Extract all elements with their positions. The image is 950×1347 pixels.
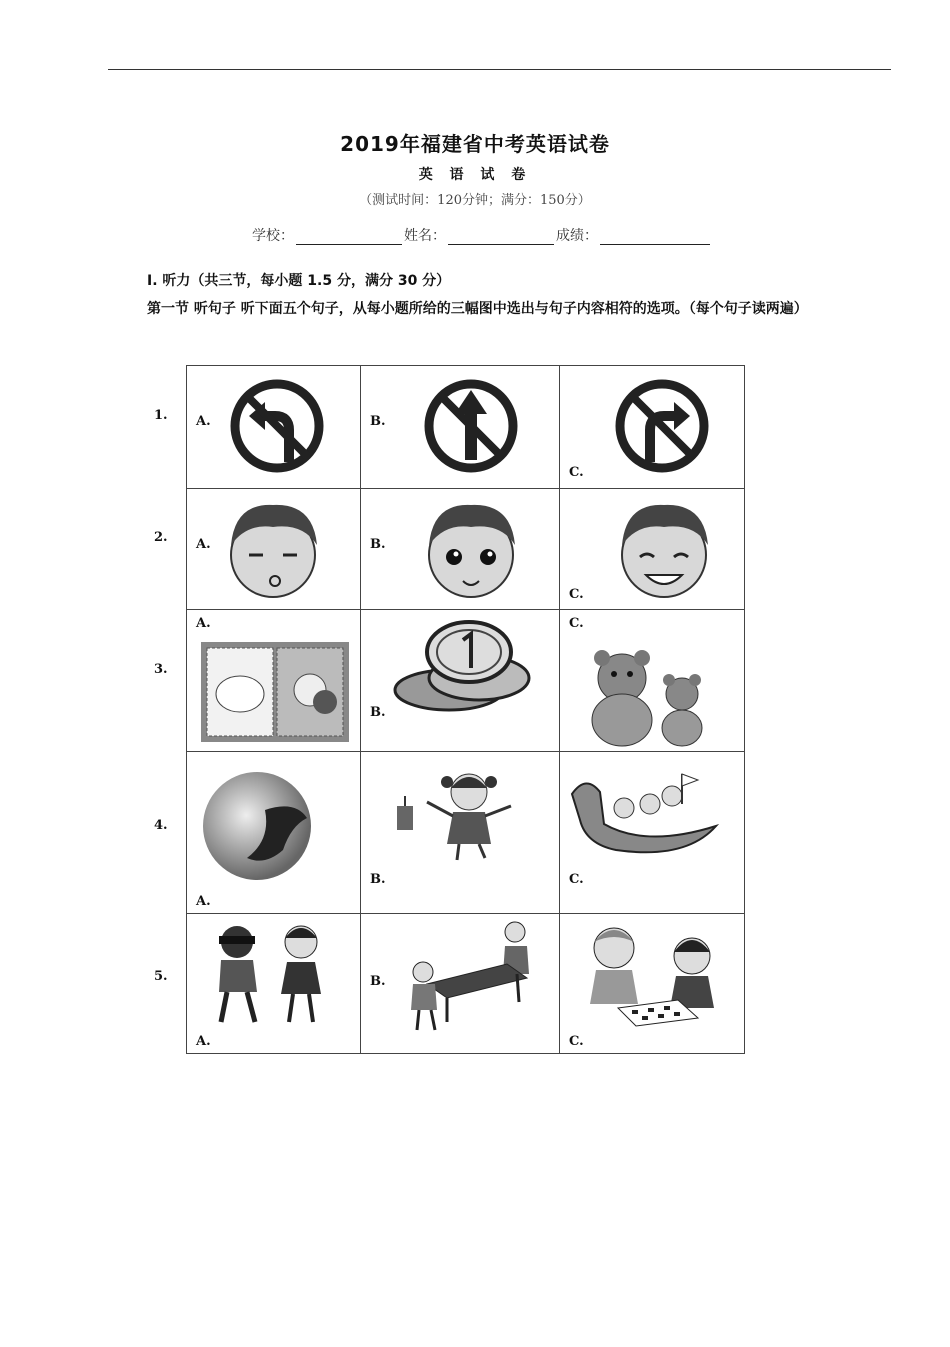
name-label: 姓名： bbox=[404, 228, 446, 244]
option-label: A. bbox=[196, 894, 211, 909]
boy-face-sleepy-icon bbox=[213, 493, 333, 605]
boy-face-surprised-icon bbox=[411, 493, 531, 605]
question-number: 2. bbox=[154, 530, 168, 545]
option-label: C. bbox=[569, 465, 584, 480]
option-cell[interactable] bbox=[154, 489, 361, 610]
question-number: 4. bbox=[154, 818, 168, 833]
question-row-2 bbox=[187, 489, 745, 610]
option-label: B. bbox=[370, 974, 386, 989]
no-straight-sign-icon bbox=[411, 370, 551, 482]
option-cell[interactable] bbox=[560, 489, 745, 610]
option-label: C. bbox=[569, 587, 584, 602]
option-label: A. bbox=[196, 616, 211, 631]
question-number: 3. bbox=[154, 662, 168, 677]
section-instruction: 第一节 听句子 听下面五个句子，从每小题所给的三幅图中选出与句子内容相符的选项。（每个句子读两遍） bbox=[147, 301, 808, 317]
student-info bbox=[252, 225, 712, 245]
header-rule bbox=[108, 69, 891, 70]
option-cell[interactable] bbox=[560, 752, 745, 914]
boy-face-smiling-icon bbox=[604, 493, 724, 605]
question-row-1 bbox=[187, 366, 745, 489]
school-label: 学校： bbox=[252, 228, 294, 244]
school-blank[interactable] bbox=[296, 229, 402, 245]
question-number: 1. bbox=[154, 408, 168, 423]
option-label: B. bbox=[370, 872, 386, 887]
question-row-4 bbox=[187, 752, 745, 914]
option-label: C. bbox=[569, 616, 584, 631]
pig-year-stamps-icon bbox=[201, 642, 349, 742]
blindfold-game-icon bbox=[197, 918, 347, 1030]
option-cell[interactable] bbox=[560, 366, 745, 489]
exam-meta: （测试时间：120分钟；满分：150分） bbox=[359, 193, 591, 208]
no-right-turn-sign-icon bbox=[600, 370, 740, 482]
stacked-coins-icon bbox=[389, 612, 549, 720]
option-label: B. bbox=[370, 537, 386, 552]
option-cell[interactable] bbox=[154, 610, 361, 752]
option-label: A. bbox=[196, 414, 211, 429]
score-label: 成绩： bbox=[556, 228, 598, 244]
option-label: C. bbox=[569, 1034, 584, 1049]
option-label: B. bbox=[370, 705, 386, 720]
score-blank[interactable] bbox=[600, 229, 710, 245]
option-cell[interactable] bbox=[154, 752, 361, 914]
section-title: Ⅰ. 听力（共三节，每小题 1.5 分，满分 30 分） bbox=[147, 273, 451, 289]
option-label: B. bbox=[370, 414, 386, 429]
question-row-3 bbox=[187, 610, 745, 752]
dragon-boat-icon bbox=[566, 764, 726, 864]
teddy-bears-icon bbox=[572, 642, 732, 750]
table-tennis-icon bbox=[397, 918, 547, 1034]
option-label: A. bbox=[196, 1034, 211, 1049]
no-left-turn-sign-icon bbox=[215, 370, 355, 482]
option-cell[interactable] bbox=[361, 366, 560, 489]
exam-title: 2019年福建省中考英语试卷 bbox=[340, 132, 610, 156]
option-cell[interactable] bbox=[154, 366, 361, 489]
option-label: C. bbox=[569, 872, 584, 887]
option-cell[interactable] bbox=[361, 914, 560, 1054]
option-cell[interactable] bbox=[154, 914, 361, 1054]
option-cell[interactable] bbox=[361, 752, 560, 914]
option-cell[interactable] bbox=[560, 914, 745, 1054]
question-row-5 bbox=[187, 914, 745, 1054]
option-cell[interactable] bbox=[361, 489, 560, 610]
option-cell[interactable] bbox=[361, 610, 560, 752]
option-cell[interactable] bbox=[560, 610, 745, 752]
option-label: A. bbox=[196, 537, 211, 552]
name-blank[interactable] bbox=[448, 229, 554, 245]
kids-chess-icon bbox=[578, 918, 728, 1030]
moon-flying-lady-icon bbox=[195, 770, 345, 882]
exam-subtitle: 英 语 试 卷 bbox=[418, 167, 532, 183]
new-year-girl-icon bbox=[387, 766, 537, 866]
question-number: 5. bbox=[154, 969, 168, 984]
question-table bbox=[154, 365, 745, 1054]
